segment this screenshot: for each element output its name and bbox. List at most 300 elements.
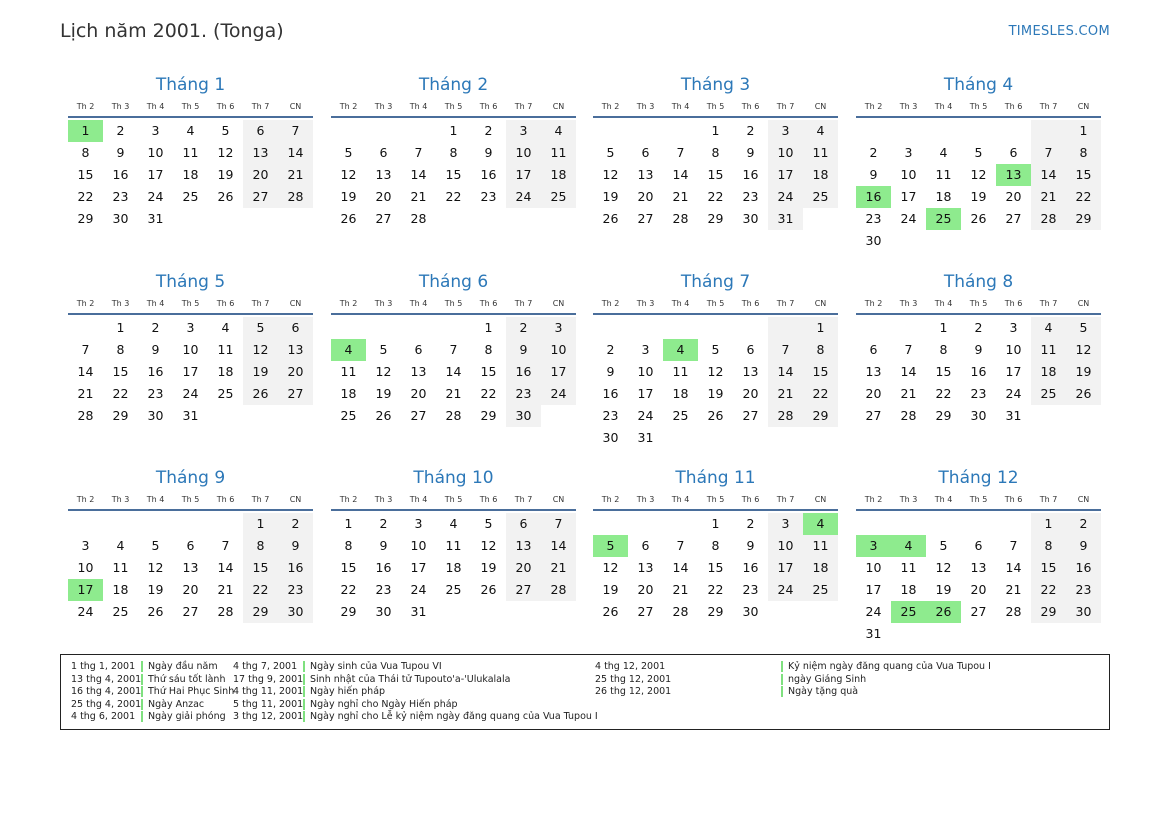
- empty-cell: [593, 317, 628, 339]
- day: 7: [414, 145, 423, 160]
- weekday-label: Th 7: [514, 495, 533, 504]
- weekday-header: [68, 297, 313, 315]
- weekday-label: CN: [1077, 299, 1090, 308]
- day: 26: [147, 604, 164, 619]
- day-grid: [856, 120, 1101, 252]
- day-grid: [331, 317, 576, 427]
- day: 10: [147, 145, 164, 160]
- month-name: Tháng 11: [675, 468, 756, 488]
- day: 2: [379, 516, 388, 531]
- day: 19: [217, 167, 234, 182]
- empty-cell: [173, 513, 208, 535]
- day: 13: [865, 364, 882, 379]
- month-1: [68, 74, 313, 230]
- day: 15: [1031, 557, 1066, 579]
- day: 5: [484, 516, 493, 531]
- weekday-label: Th 4: [934, 102, 953, 111]
- day: 30: [602, 430, 619, 445]
- day: 20: [742, 386, 759, 401]
- day: 14: [672, 560, 689, 575]
- day: 27: [375, 211, 392, 226]
- day: 16: [742, 560, 759, 575]
- day: 30: [970, 408, 987, 423]
- day: 21: [217, 582, 234, 597]
- month-name: Tháng 9: [155, 468, 226, 488]
- day: 6: [243, 120, 278, 142]
- day: 13: [375, 167, 392, 182]
- day: 2: [746, 516, 755, 531]
- day: 13: [243, 142, 278, 164]
- month-name: Tháng 5: [155, 272, 226, 292]
- day: 29: [707, 211, 724, 226]
- weekday-label: Th 2: [601, 102, 620, 111]
- legend-holiday-name: Kỷ niệm ngày đăng quang của Vua Tupou I: [781, 661, 991, 672]
- day: 13: [742, 364, 759, 379]
- day: 23: [375, 582, 392, 597]
- day: 15: [935, 364, 952, 379]
- month-name: Tháng 6: [418, 272, 489, 292]
- day: 22: [77, 189, 94, 204]
- day: 6: [869, 342, 878, 357]
- day: 28: [672, 604, 689, 619]
- day: 5: [151, 538, 160, 553]
- day: 31: [637, 430, 654, 445]
- legend-holiday-name: Ngày tặng quà: [781, 686, 858, 697]
- empty-cell: [733, 317, 768, 339]
- day: 22: [1031, 579, 1066, 601]
- day: 16: [375, 560, 392, 575]
- empty-cell: [856, 317, 891, 339]
- day: 10: [768, 535, 803, 557]
- day: 11: [803, 142, 838, 164]
- weekday-header: [331, 100, 576, 118]
- weekday-label: Th 5: [181, 299, 200, 308]
- day: 30: [742, 211, 759, 226]
- legend-holiday-name: Ngày giải phóng: [141, 711, 226, 722]
- month-4: [856, 74, 1101, 252]
- day: 23: [865, 211, 882, 226]
- day: 2: [1066, 513, 1101, 535]
- day: 4: [221, 320, 230, 335]
- day: 17: [541, 361, 576, 383]
- day: 29: [77, 211, 94, 226]
- legend-holiday-name: Ngày nghỉ cho Lễ kỷ niệm ngày đăng quang của Vua Tupou I: [303, 711, 598, 722]
- day: 21: [1031, 186, 1066, 208]
- weekday-label: Th 4: [146, 299, 165, 308]
- day: 12: [1066, 339, 1101, 361]
- legend-holiday-name: ngày Giáng Sinh: [781, 674, 866, 685]
- day: 17: [506, 164, 541, 186]
- weekday-label: CN: [552, 102, 565, 111]
- empty-cell: [856, 120, 891, 142]
- weekday-label: Th 5: [969, 299, 988, 308]
- weekday-label: Th 4: [146, 102, 165, 111]
- empty-cell: [891, 513, 926, 535]
- month-10: [331, 467, 576, 623]
- day: 30: [865, 233, 882, 248]
- day: 9: [506, 339, 541, 361]
- weekday-label: Th 7: [514, 299, 533, 308]
- weekday-label: Th 5: [706, 299, 725, 308]
- day: 24: [506, 186, 541, 208]
- day: 26: [1066, 383, 1101, 405]
- day: 24: [768, 579, 803, 601]
- day: 3: [151, 123, 160, 138]
- day: 22: [243, 579, 278, 601]
- day: 7: [1009, 538, 1018, 553]
- day: 30: [742, 604, 759, 619]
- empty-cell: [366, 317, 401, 339]
- month-6: [331, 271, 576, 427]
- month-3: [593, 74, 838, 230]
- legend-holiday-name: Thứ Hai Phục Sinh: [141, 686, 234, 697]
- day: 13: [970, 560, 987, 575]
- day: 28: [217, 604, 234, 619]
- weekday-label: Th 3: [111, 102, 130, 111]
- day: 6: [641, 538, 650, 553]
- day: 10: [182, 342, 199, 357]
- day: 23: [506, 383, 541, 405]
- day: 5: [221, 123, 230, 138]
- legend-holiday-name: Ngày sinh của Vua Tupou VI: [303, 661, 442, 672]
- day-grid: [331, 513, 576, 623]
- day: 21: [768, 383, 803, 405]
- day: 2: [869, 145, 878, 160]
- day: 28: [1005, 604, 1022, 619]
- day: 4: [939, 145, 948, 160]
- day: 8: [939, 342, 948, 357]
- day: 16: [506, 361, 541, 383]
- day: 18: [935, 189, 952, 204]
- day: 13: [410, 364, 427, 379]
- empty-cell: [996, 513, 1031, 535]
- weekday-label: Th 5: [444, 495, 463, 504]
- month-name: Tháng 4: [943, 75, 1014, 95]
- day: 19: [243, 361, 278, 383]
- weekday-header: [68, 100, 313, 118]
- day: 10: [77, 560, 94, 575]
- weekday-label: Th 7: [1039, 495, 1058, 504]
- day: 20: [865, 386, 882, 401]
- day-grid: [856, 513, 1101, 645]
- holiday-day: 4: [331, 339, 366, 361]
- empty-cell: [68, 513, 103, 535]
- legend-date: 13 thg 4, 2001: [71, 673, 142, 685]
- legend-date: 4 thg 12, 2001: [595, 661, 666, 672]
- day: 22: [707, 189, 724, 204]
- day: 11: [900, 560, 917, 575]
- day: 8: [344, 538, 353, 553]
- day: 9: [278, 535, 313, 557]
- day: 22: [112, 386, 129, 401]
- weekday-label: Th 4: [671, 102, 690, 111]
- day: 19: [935, 582, 952, 597]
- day: 1: [116, 320, 125, 335]
- day: 10: [768, 142, 803, 164]
- day: 17: [1005, 364, 1022, 379]
- day-grid: [68, 317, 313, 427]
- weekday-label: Th 5: [181, 102, 200, 111]
- day: 11: [445, 538, 462, 553]
- day: 26: [480, 582, 497, 597]
- empty-cell: [366, 120, 401, 142]
- day: 7: [1031, 142, 1066, 164]
- day: 20: [637, 189, 654, 204]
- day: 27: [410, 408, 427, 423]
- day: 19: [147, 582, 164, 597]
- day: 4: [541, 120, 576, 142]
- empty-cell: [663, 120, 698, 142]
- day: 24: [768, 186, 803, 208]
- weekday-label: Th 6: [741, 495, 760, 504]
- day: 3: [904, 145, 913, 160]
- day: 24: [1005, 386, 1022, 401]
- empty-cell: [663, 317, 698, 339]
- day: 15: [340, 560, 357, 575]
- empty-cell: [698, 317, 733, 339]
- holiday-day: 1: [68, 120, 103, 142]
- day: 9: [974, 342, 983, 357]
- weekday-label: Th 6: [741, 102, 760, 111]
- day: 3: [768, 120, 803, 142]
- month-name: Tháng 10: [413, 468, 494, 488]
- empty-cell: [593, 120, 628, 142]
- day: 9: [869, 167, 878, 182]
- day: 12: [602, 560, 619, 575]
- day: 2: [506, 317, 541, 339]
- day: 22: [340, 582, 357, 597]
- day-grid: [593, 317, 838, 449]
- weekday-label: Th 5: [706, 102, 725, 111]
- day: 2: [151, 320, 160, 335]
- day: 27: [182, 604, 199, 619]
- holiday-day: 25: [926, 208, 961, 230]
- holiday-day: 3: [856, 535, 891, 557]
- weekday-label: Th 7: [514, 102, 533, 111]
- day: 19: [1066, 361, 1101, 383]
- day: 31: [865, 626, 882, 641]
- holiday-day: 25: [891, 601, 926, 623]
- day: 8: [243, 535, 278, 557]
- weekday-label: CN: [814, 495, 827, 504]
- day: 30: [506, 405, 541, 427]
- day: 17: [865, 582, 882, 597]
- day: 15: [1066, 164, 1101, 186]
- day: 5: [606, 145, 615, 160]
- day: 4: [449, 516, 458, 531]
- day: 19: [602, 189, 619, 204]
- day: 6: [414, 342, 423, 357]
- day: 1: [344, 516, 353, 531]
- day: 2: [116, 123, 125, 138]
- legend-holiday-name: Thứ sáu tốt lành: [141, 674, 225, 685]
- day-grid: [68, 120, 313, 230]
- weekday-label: Th 2: [339, 495, 358, 504]
- day: 4: [186, 123, 195, 138]
- day: 21: [672, 582, 689, 597]
- day: 11: [340, 364, 357, 379]
- day: 1: [243, 513, 278, 535]
- day: 2: [606, 342, 615, 357]
- day: 10: [541, 339, 576, 361]
- day: 13: [182, 560, 199, 575]
- day: 29: [340, 604, 357, 619]
- day: 29: [707, 604, 724, 619]
- weekday-label: CN: [289, 299, 302, 308]
- month-8: [856, 271, 1101, 427]
- day: 3: [768, 513, 803, 535]
- weekday-label: Th 2: [864, 102, 883, 111]
- day: 8: [1031, 535, 1066, 557]
- day: 30: [375, 604, 392, 619]
- weekday-header: [593, 100, 838, 118]
- page-title: Lịch năm 2001. (Tonga): [60, 20, 284, 42]
- empty-cell: [891, 120, 926, 142]
- day: 14: [77, 364, 94, 379]
- day: 15: [707, 167, 724, 182]
- day: 19: [602, 582, 619, 597]
- day: 26: [707, 408, 724, 423]
- day: 29: [803, 405, 838, 427]
- weekday-label: Th 7: [776, 299, 795, 308]
- empty-cell: [436, 317, 471, 339]
- empty-cell: [768, 317, 803, 339]
- weekday-label: Th 6: [741, 299, 760, 308]
- day: 8: [484, 342, 493, 357]
- day: 19: [970, 189, 987, 204]
- day: 3: [81, 538, 90, 553]
- empty-cell: [996, 120, 1031, 142]
- day: 29: [243, 601, 278, 623]
- day: 22: [803, 383, 838, 405]
- holiday-day: 5: [593, 535, 628, 557]
- day: 18: [1031, 361, 1066, 383]
- day: 8: [449, 145, 458, 160]
- day: 20: [243, 164, 278, 186]
- day: 9: [746, 538, 755, 553]
- day: 27: [1005, 211, 1022, 226]
- day: 18: [803, 557, 838, 579]
- day: 4: [1031, 317, 1066, 339]
- empty-cell: [663, 513, 698, 535]
- day: 21: [445, 386, 462, 401]
- weekday-label: Th 2: [339, 299, 358, 308]
- day: 18: [340, 386, 357, 401]
- weekday-label: Th 5: [969, 102, 988, 111]
- day: 31: [147, 211, 164, 226]
- weekday-label: CN: [289, 102, 302, 111]
- day: 18: [182, 167, 199, 182]
- day: 1: [711, 516, 720, 531]
- day: 31: [182, 408, 199, 423]
- day: 12: [340, 167, 357, 182]
- day: 22: [480, 386, 497, 401]
- day: 23: [112, 189, 129, 204]
- day: 9: [746, 145, 755, 160]
- day: 12: [602, 167, 619, 182]
- day: 29: [1031, 601, 1066, 623]
- day: 6: [1009, 145, 1018, 160]
- day: 15: [480, 364, 497, 379]
- weekday-label: Th 3: [374, 299, 393, 308]
- day: 11: [541, 142, 576, 164]
- day: 19: [375, 386, 392, 401]
- day: 28: [1031, 208, 1066, 230]
- day: 28: [410, 211, 427, 226]
- day: 31: [768, 208, 803, 230]
- day: 8: [116, 342, 125, 357]
- day: 25: [445, 582, 462, 597]
- day: 4: [803, 120, 838, 142]
- day: 24: [410, 582, 427, 597]
- day: 23: [480, 189, 497, 204]
- day: 19: [707, 386, 724, 401]
- day: 12: [935, 560, 952, 575]
- empty-cell: [961, 513, 996, 535]
- day: 2: [278, 513, 313, 535]
- weekday-label: CN: [552, 299, 565, 308]
- day: 6: [746, 342, 755, 357]
- day: 7: [768, 339, 803, 361]
- day: 11: [112, 560, 129, 575]
- day: 23: [1066, 579, 1101, 601]
- day: 26: [602, 604, 619, 619]
- day-grid: [331, 120, 576, 230]
- day: 7: [278, 120, 313, 142]
- day: 25: [340, 408, 357, 423]
- legend-date: 4 thg 11, 2001: [233, 686, 304, 697]
- legend-holiday-name: Ngày Anzac: [141, 699, 204, 710]
- weekday-label: Th 5: [969, 495, 988, 504]
- weekday-label: Th 7: [251, 102, 270, 111]
- day: 30: [112, 211, 129, 226]
- weekday-label: Th 3: [111, 299, 130, 308]
- day: 7: [676, 145, 685, 160]
- day: 17: [410, 560, 427, 575]
- weekday-label: Th 3: [899, 495, 918, 504]
- empty-cell: [68, 317, 103, 339]
- weekday-label: Th 6: [1004, 102, 1023, 111]
- day: 12: [217, 145, 234, 160]
- weekday-label: Th 6: [479, 495, 498, 504]
- site-brand-link[interactable]: TIMESLES.COM: [1008, 24, 1110, 39]
- day: 23: [278, 579, 313, 601]
- day: 13: [637, 560, 654, 575]
- weekday-label: Th 3: [636, 299, 655, 308]
- day: 24: [900, 211, 917, 226]
- day: 9: [151, 342, 160, 357]
- day: 18: [900, 582, 917, 597]
- empty-cell: [331, 120, 366, 142]
- holiday-day: 26: [926, 601, 961, 623]
- holiday-day: 4: [803, 513, 838, 535]
- weekday-label: Th 2: [601, 299, 620, 308]
- weekday-label: Th 6: [216, 495, 235, 504]
- day: 16: [278, 557, 313, 579]
- empty-cell: [593, 513, 628, 535]
- day: 20: [506, 557, 541, 579]
- day: 11: [672, 364, 689, 379]
- day: 24: [182, 386, 199, 401]
- month-name: Tháng 7: [680, 272, 751, 292]
- day: 13: [506, 535, 541, 557]
- weekday-label: Th 3: [636, 495, 655, 504]
- day: 15: [77, 167, 94, 182]
- day: 9: [116, 145, 125, 160]
- day: 15: [803, 361, 838, 383]
- day: 14: [672, 167, 689, 182]
- day: 27: [637, 604, 654, 619]
